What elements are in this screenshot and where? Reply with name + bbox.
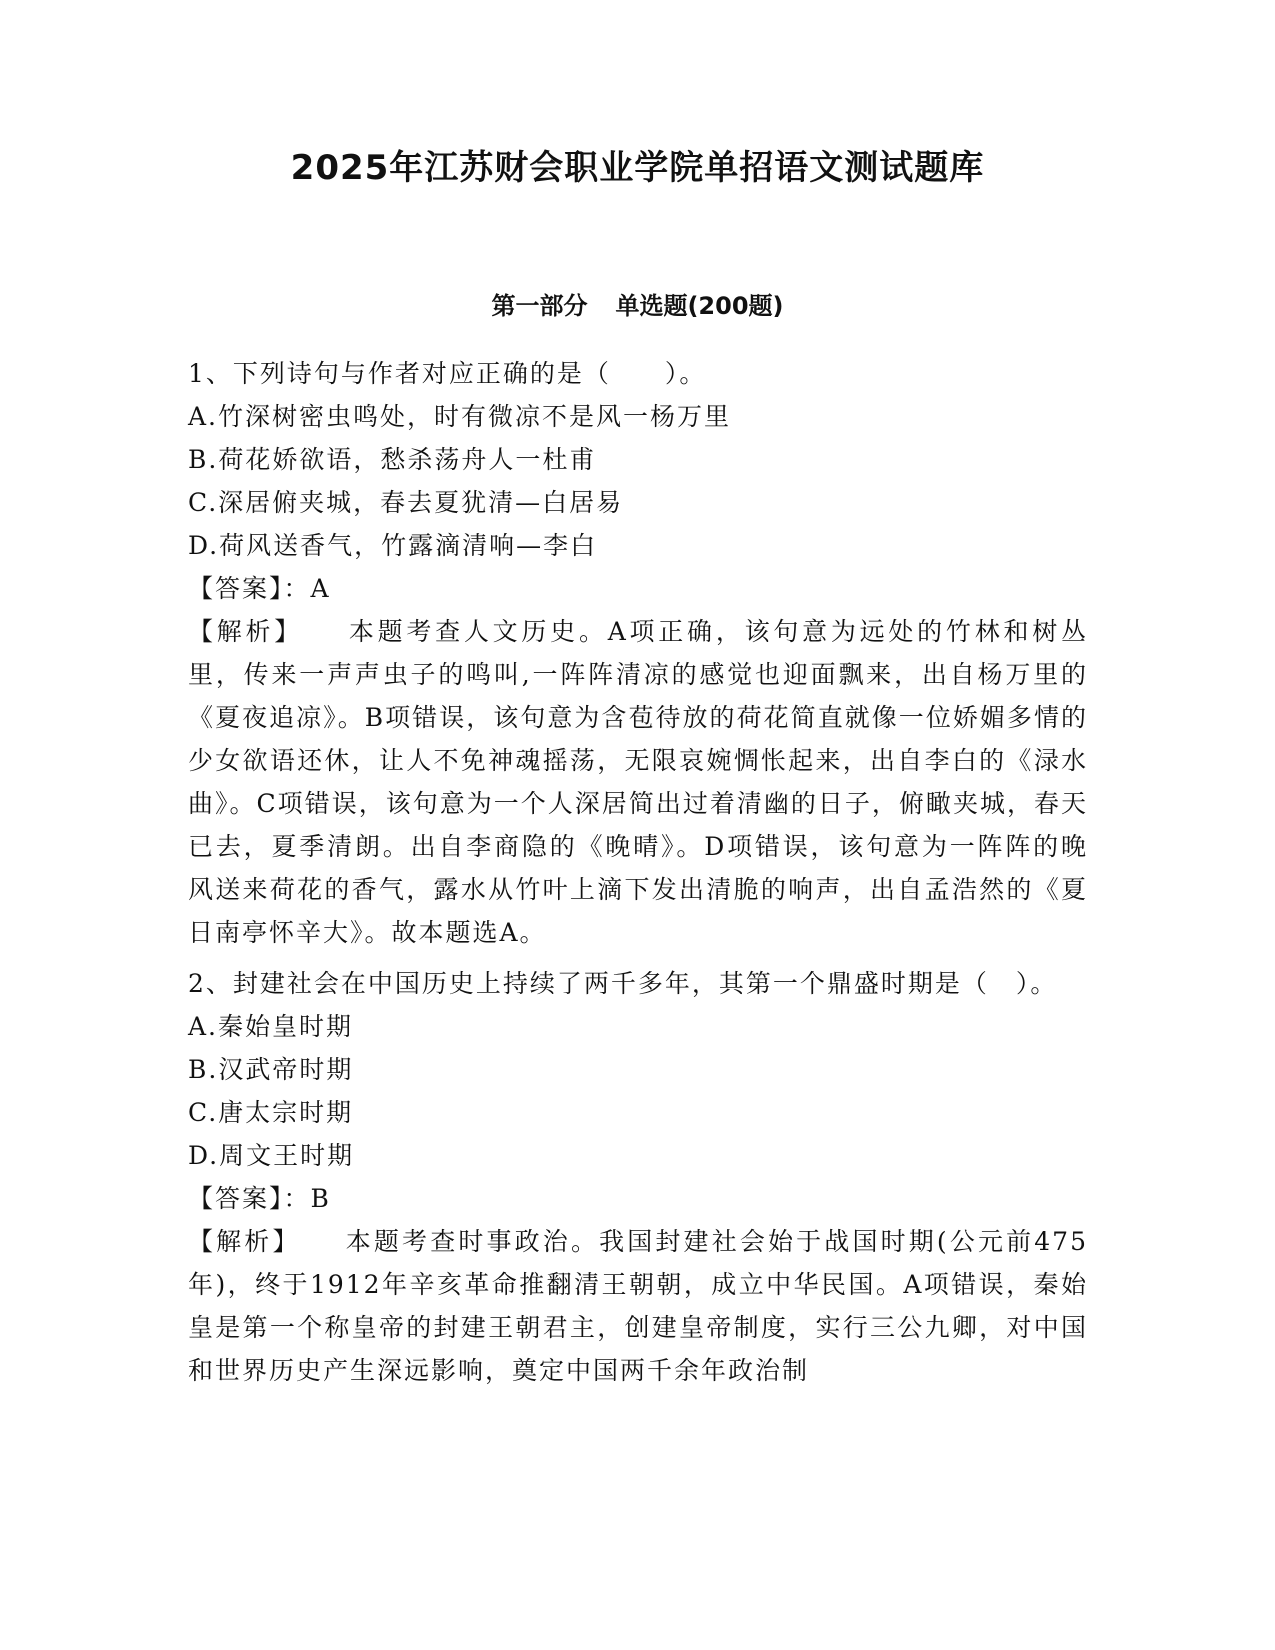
analysis-label: 【解析】	[188, 1227, 301, 1256]
option-b: B.汉武帝时期	[188, 1055, 354, 1084]
option-c: C.唐太宗时期	[188, 1098, 354, 1127]
analysis-paragraph	[188, 1220, 1088, 1392]
answer-value: B	[310, 1184, 331, 1213]
answer-value: A	[310, 574, 331, 603]
question-1	[188, 352, 1088, 954]
option-b: B.荷花娇欲语，愁杀荡舟人一杜甫	[188, 445, 597, 474]
section-name: 单选题(200题)	[615, 292, 784, 320]
answer-label: 【答案】：	[188, 574, 311, 603]
analysis-paragraph	[188, 610, 1088, 954]
option-a: A.秦始皇时期	[188, 1012, 354, 1041]
question-2	[188, 962, 1088, 1392]
analysis-text: 本题考查时事政治。我国封建社会始于战国时期(公元前475年)，终于1912年辛亥革命推翻清王朝朝，成立中华民国。A项错误，秦始皇是第一个称皇帝的封建王朝君主，创建皇帝制度，实行三公九卿，对中国和世界历史产生深远影响，奠定中国两千余年政治制	[188, 1227, 1088, 1385]
document-title: 2025年江苏财会职业学院单招语文测试题库	[290, 148, 985, 188]
question-stem: 1、下列诗句与作者对应正确的是（ ）。	[188, 359, 707, 388]
answer-line	[188, 567, 1088, 610]
option-d: D.周文王时期	[188, 1141, 355, 1170]
section-part: 第一部分	[491, 292, 588, 320]
section-heading	[0, 290, 1275, 322]
option-a: A.竹深树密虫鸣处，时有微凉不是风一杨万里	[188, 402, 732, 431]
question-list	[188, 352, 1088, 1396]
option-c: C.深居俯夹城，春去夏犹清—白居易	[188, 488, 624, 517]
option-d: D.荷风送香气，竹露滴清响—李白	[188, 531, 598, 560]
analysis-label: 【解析】	[188, 617, 304, 646]
analysis-text: 本题考查人文历史。A项正确，该句意为远处的竹林和树丛里，传来一声声虫子的鸣叫,一阵阵清凉的感觉也迎面飘来，出自杨万里的《夏夜追凉》。B项错误，该句意为含苞待放的荷花简直就像一位娇媚多情的少女欲语还休，让人不免神魂摇荡，无限哀婉惆怅起来，出自李白的《渌水曲》。C项错误，该句意为一个人深居简出过着清幽的日子，俯瞰夹城，春天已去，夏季清朗。出自李商隐的《晚晴》。D项错误，该句意为一阵阵的晚风送来荷花的香气，露水从竹叶上滴下发出清脆的响声，出自孟浩然的《夏日南亭怀辛大》。故本题选A。	[188, 617, 1088, 947]
question-stem: 2、封建社会在中国历史上持续了两千多年，其第一个鼎盛时期是（ ）。	[188, 969, 1058, 998]
answer-line	[188, 1177, 1088, 1220]
answer-label: 【答案】：	[188, 1184, 311, 1213]
